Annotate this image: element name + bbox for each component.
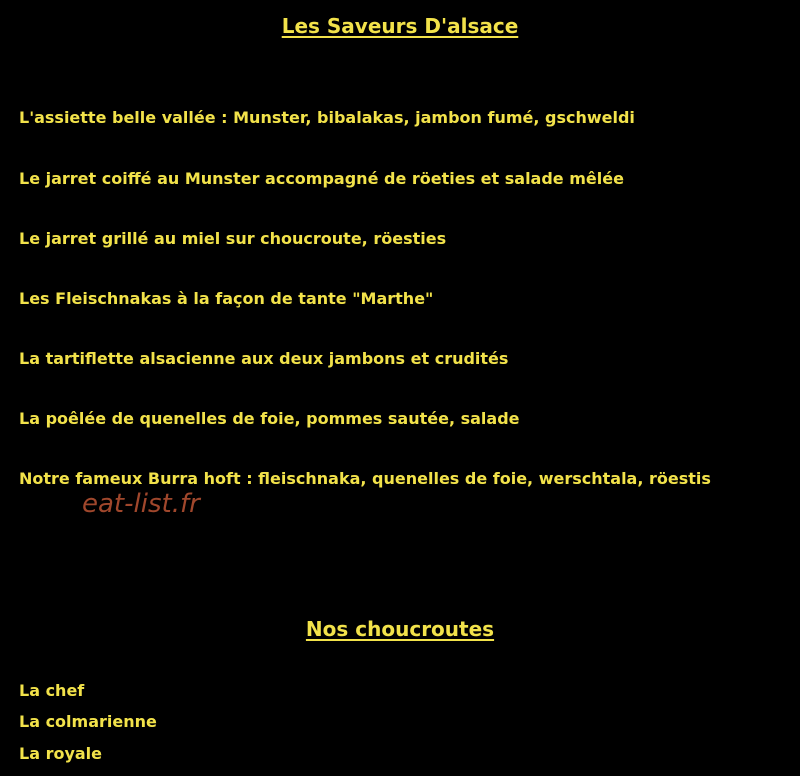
menu-item: La tartiflette alsacienne aux deux jambons et crudités — [19, 349, 509, 368]
menu-item: Les Fleischnakas à la façon de tante "Marthe" — [19, 289, 434, 308]
menu-item: L'assiette belle vallée : Munster, bibalakas, jambon fumé, gschweldi — [19, 108, 635, 127]
menu-item: La chef — [19, 681, 85, 700]
menu-item: Le jarret grillé au miel sur choucroute, röesties — [19, 229, 447, 248]
menu-item: Notre fameux Burra hoft : fleischnaka, quenelles de foie, werschtala, röestis — [19, 469, 711, 488]
watermark: eat-list.fr — [82, 489, 200, 519]
menu-item: La colmarienne — [19, 712, 157, 731]
saveurs-title: Les Saveurs D'alsace — [281, 14, 519, 38]
menu-item: Le jarret coiffé au Munster accompagné de röeties et salade mêlée — [19, 169, 624, 188]
choucroutes-title: Nos choucroutes — [305, 617, 495, 641]
menu-item: La royale — [19, 744, 103, 763]
menu-item: La poêlée de quenelles de foie, pommes sautée, salade — [19, 409, 520, 428]
